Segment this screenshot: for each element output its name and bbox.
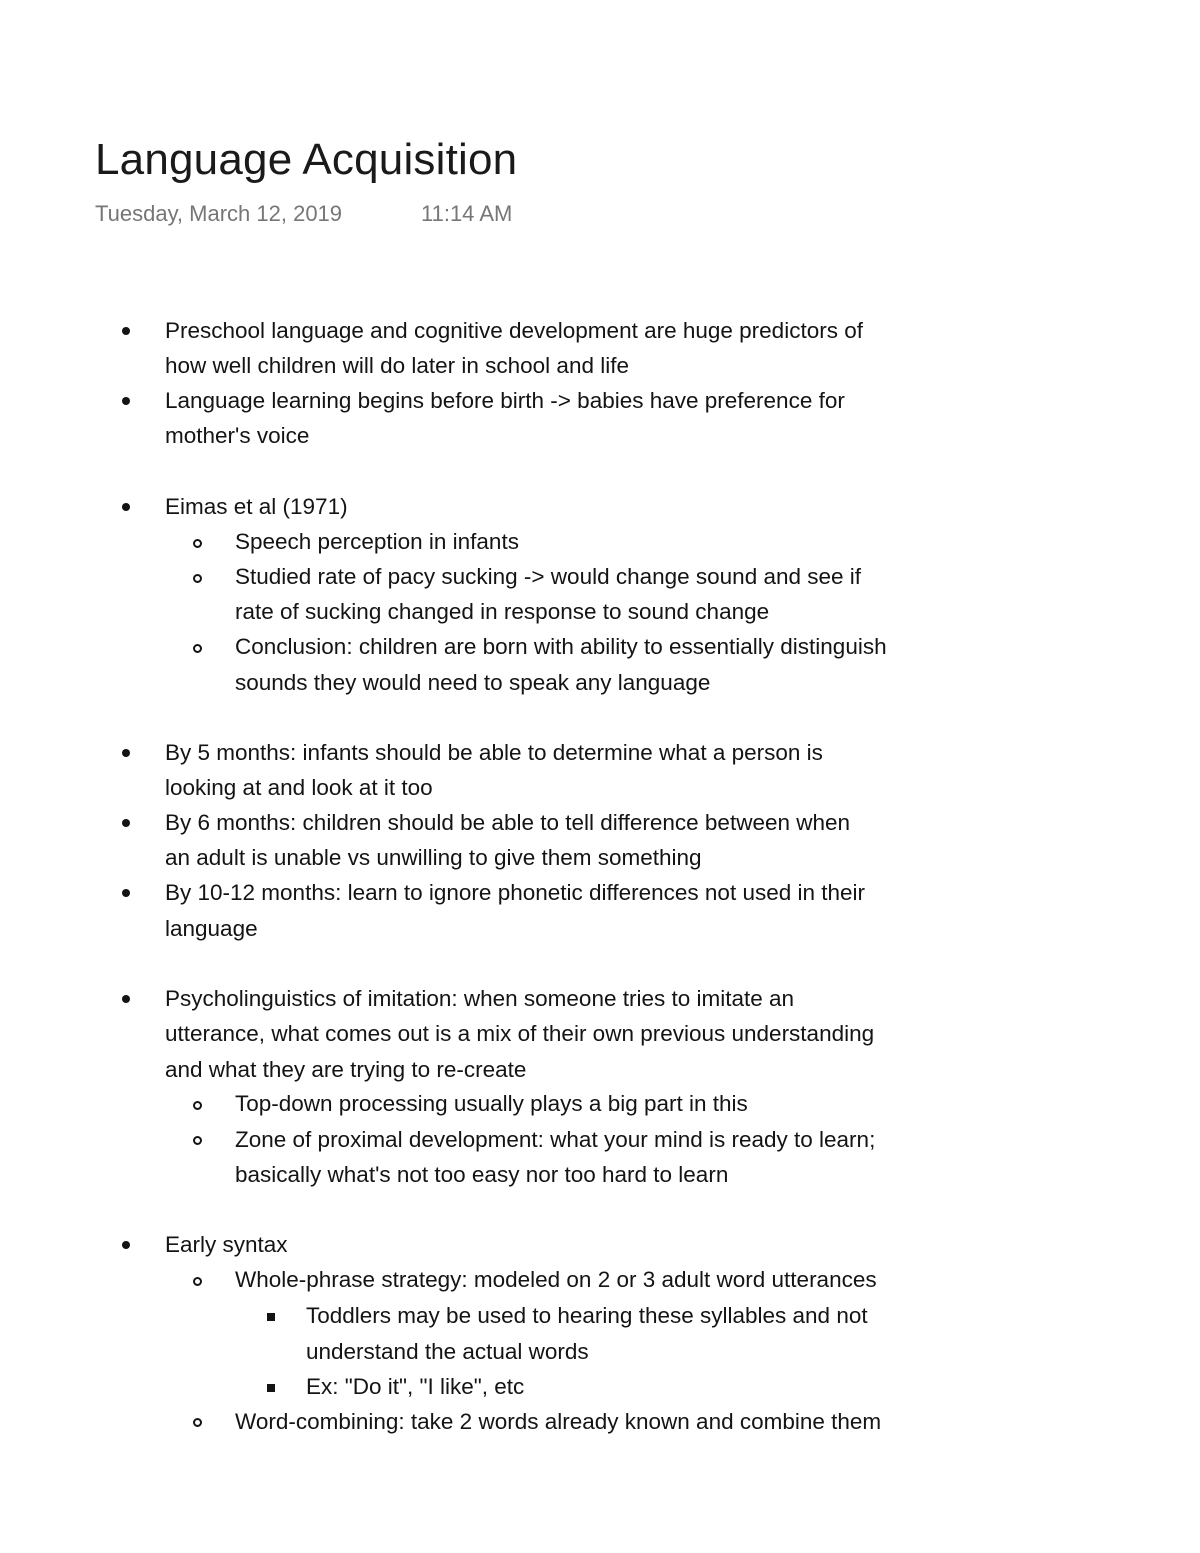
note-line: By 5 months: infants should be able to determine what a person is	[165, 740, 823, 765]
bullet-square-icon	[267, 1313, 275, 1321]
note-line: Ex: "Do it", "I like", etc	[306, 1374, 525, 1399]
note-line: Preschool language and cognitive development are huge predictors of	[165, 318, 863, 343]
bullet-disc-icon	[122, 1241, 130, 1249]
note-line: Top-down processing usually plays a big part in this	[235, 1091, 748, 1116]
bullet-circle-icon	[193, 574, 202, 583]
note-line: Psycholinguistics of imitation: when someone tries to imitate an	[165, 986, 795, 1011]
bullet-disc-icon	[122, 819, 130, 827]
note-line: Language learning begins before birth -> babies have preference for	[165, 388, 845, 413]
note-line: Conclusion: children are born with ability to essentially distinguish	[235, 634, 887, 659]
bullet-circle-icon	[193, 539, 202, 548]
note-line: Word-combining: take 2 words already known and combine them	[235, 1409, 882, 1434]
note-line: mother's voice	[165, 423, 310, 448]
bullet-disc-icon	[122, 503, 130, 511]
bullet-disc-icon	[122, 327, 130, 335]
note-line: sounds they would need to speak any language	[235, 670, 711, 695]
note-line: Speech perception in infants	[235, 529, 519, 554]
bullet-disc-icon	[122, 995, 130, 1003]
note-line: By 10-12 months: learn to ignore phonetic differences not used in their	[165, 880, 866, 905]
note-line: and what they are trying to re-create	[165, 1057, 527, 1082]
note-line: an adult is unable vs unwilling to give them something	[165, 845, 702, 870]
note-line: looking at and look at it too	[165, 775, 433, 800]
note-line: basically what's not too easy nor too hard to learn	[235, 1162, 729, 1187]
note-line: Toddlers may be used to hearing these syllables and not	[306, 1303, 868, 1328]
note-line: understand the actual words	[306, 1339, 589, 1364]
bullet-disc-icon	[122, 749, 130, 757]
bullet-circle-icon	[193, 1101, 202, 1110]
note-time: 11:14 AM	[421, 201, 513, 226]
note-line: language	[165, 916, 258, 941]
note-line: By 6 months: children should be able to tell difference between when	[165, 810, 851, 835]
note-line: how well children will do later in school and life	[165, 353, 629, 378]
bullet-square-icon	[267, 1384, 275, 1392]
bullet-circle-icon	[193, 1418, 202, 1427]
bullet-circle-icon	[193, 644, 202, 653]
note-line: Studied rate of pacy sucking -> would change sound and see if	[235, 564, 862, 589]
note-line: Eimas et al (1971)	[165, 494, 348, 519]
page-title: Language Acquisition	[95, 135, 518, 184]
bullet-disc-icon	[122, 889, 130, 897]
bullet-circle-icon	[193, 1136, 202, 1145]
note-line: Early syntax	[165, 1232, 288, 1257]
bullet-disc-icon	[122, 397, 130, 405]
note-line: utterance, what comes out is a mix of their own previous understanding	[165, 1021, 875, 1046]
note-line: Whole-phrase strategy: modeled on 2 or 3 adult word utterances	[235, 1267, 877, 1292]
note-date: Tuesday, March 12, 2019	[95, 201, 343, 226]
note-line: rate of sucking changed in response to sound change	[235, 599, 770, 624]
note-line: Zone of proximal development: what your mind is ready to learn;	[235, 1127, 876, 1152]
bullet-circle-icon	[193, 1277, 202, 1286]
